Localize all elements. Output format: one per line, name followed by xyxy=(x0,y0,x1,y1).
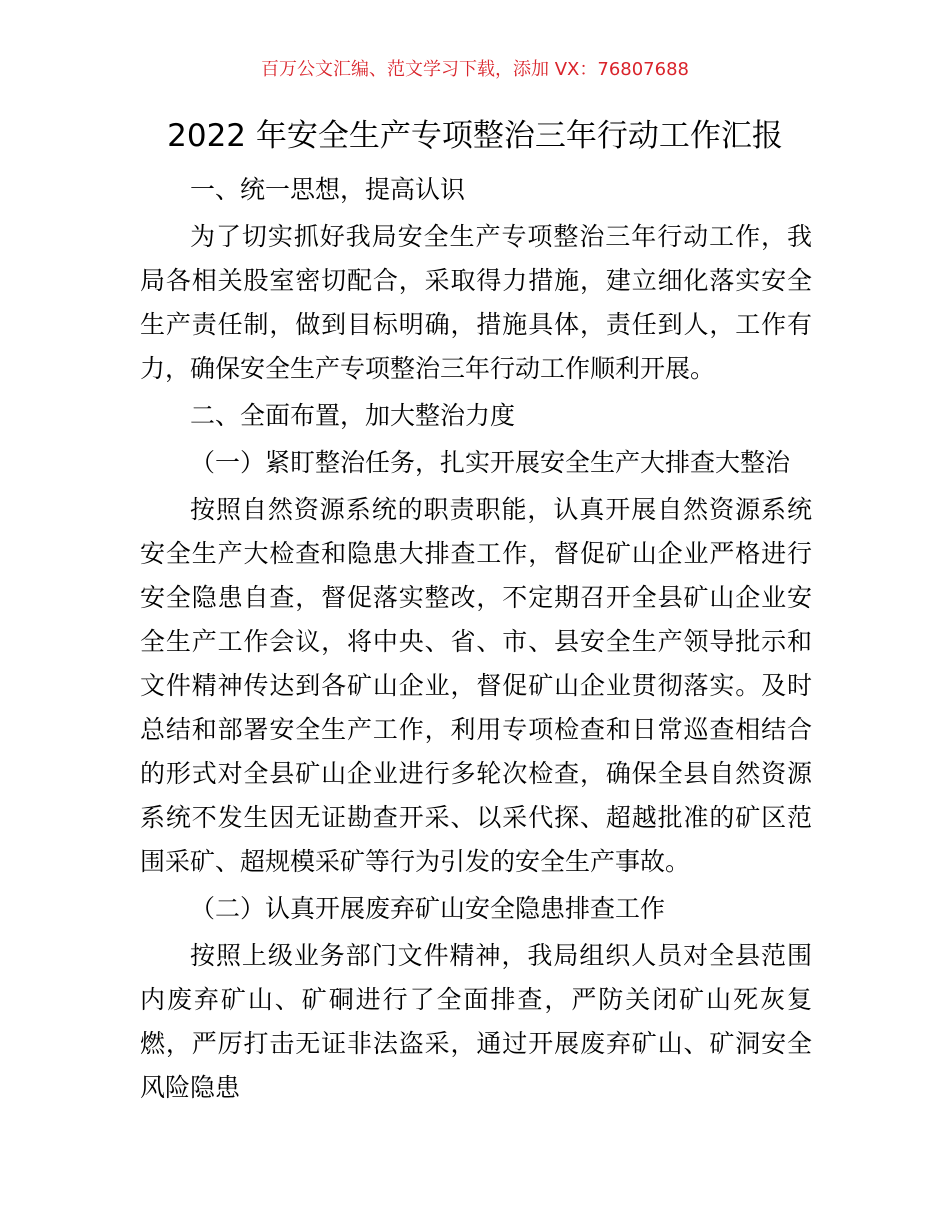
body-paragraph: 按照上级业务部门文件精神，我局组织人员对全县范围内废弃矿山、矿硐进行了全面排查，严防关闭矿山死灰复燃，严厉打击无证非法盗采，通过开展废弃矿山、矿洞安全风险隐患 xyxy=(140,941,812,1102)
subsection-heading-2: （二）认真开展废弃矿山安全隐患排查工作 xyxy=(190,894,666,923)
subsection-heading-1: （一）紧盯整治任务，扎实开展安全生产大排查大整治 xyxy=(190,448,791,477)
document-title: 2022 年安全生产专项整治三年行动工作汇报 xyxy=(167,118,783,154)
section-heading-2: 二、全面布置，加大整治力度 xyxy=(190,401,516,430)
section-heading-1: 一、统一思想，提高认识 xyxy=(190,175,466,204)
body-paragraph: 按照自然资源系统的职责职能，认真开展自然资源系统安全生产大检查和隐患大排查工作，督促矿山企业严格进行安全隐患自查，督促落实整改，不定期召开全县矿山企业安全生产工作会议，将中央、省、市、县安全生产领导批示和文件精神传达到各矿山企业，督促矿山企业贯彻落实。及时总结和部署安全生产工作，利用专项检查和日常巡查相结合的形式对全县矿山企业进行多轮次检查，确保全县自然资源系统不发生因无证勘查开采、以采代探、超越批准的矿区范围采矿、超规模采矿等行为引发的安全生产事故。 xyxy=(140,495,812,876)
document-body xyxy=(140,168,812,1110)
promo-banner: 百万公文汇编、范文学习下载，添加 VX：76807688 xyxy=(261,59,689,80)
body-paragraph: 为了切实抓好我局安全生产专项整治三年行动工作，我局各相关股室密切配合，采取得力措施，建立细化落实安全生产责任制，做到目标明确，措施具体，责任到人，工作有力，确保安全生产专项整治三年行动工作顺利开展。 xyxy=(140,222,812,383)
